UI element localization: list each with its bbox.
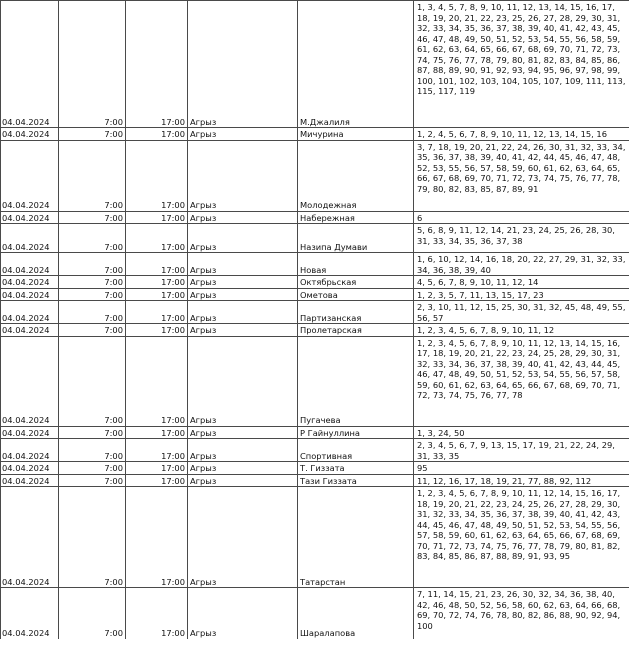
end-time-cell: 17:00 xyxy=(126,211,188,224)
city-cell: Агрыз xyxy=(188,253,298,276)
street-cell: Ометова xyxy=(298,288,414,301)
city-cell: Агрыз xyxy=(188,301,298,324)
end-time-cell: 17:00 xyxy=(126,336,188,426)
table-body xyxy=(1,1,629,639)
start-time-cell: 7:00 xyxy=(59,1,126,128)
house-numbers-cell: 1, 2, 3, 4, 5, 6, 7, 8, 9, 10, 11, 12 xyxy=(414,324,629,337)
house-numbers-cell: 7, 11, 14, 15, 21, 23, 26, 30, 32, 34, 36, 38, 40, 42, 46, 48, 50, 52, 56, 58, 60, 62, 63, 64, 66, 68, 69, 70, 72, 74, 76, 78, 80, 82, 86, 88, 90, 92, 94, 100 xyxy=(414,588,629,639)
table-row xyxy=(1,426,629,439)
city-cell: Агрыз xyxy=(188,588,298,639)
street-cell: Молодежная xyxy=(298,140,414,211)
street-cell: Партизанская xyxy=(298,301,414,324)
date-cell: 04.04.2024 xyxy=(1,439,59,462)
street-cell: Р Гайнуллина xyxy=(298,426,414,439)
city-cell: Агрыз xyxy=(188,128,298,141)
table-row xyxy=(1,140,629,211)
street-cell: Пугачева xyxy=(298,336,414,426)
city-cell: Агрыз xyxy=(188,1,298,128)
end-time-cell: 17:00 xyxy=(126,426,188,439)
table-row xyxy=(1,474,629,487)
table-row xyxy=(1,1,629,128)
end-time-cell: 17:00 xyxy=(126,439,188,462)
start-time-cell: 7:00 xyxy=(59,487,126,588)
street-cell: Т. Гиззата xyxy=(298,462,414,475)
city-cell: Агрыз xyxy=(188,140,298,211)
city-cell: Агрыз xyxy=(188,324,298,337)
house-numbers-cell: 2, 3, 10, 11, 12, 15, 25, 30, 31, 32, 45, 48, 49, 55, 56, 57 xyxy=(414,301,629,324)
end-time-cell: 17:00 xyxy=(126,487,188,588)
start-time-cell: 7:00 xyxy=(59,288,126,301)
date-cell: 04.04.2024 xyxy=(1,474,59,487)
street-cell: Октябрьская xyxy=(298,276,414,289)
date-cell: 04.04.2024 xyxy=(1,276,59,289)
end-time-cell: 17:00 xyxy=(126,324,188,337)
city-cell: Агрыз xyxy=(188,288,298,301)
start-time-cell: 7:00 xyxy=(59,474,126,487)
date-cell: 04.04.2024 xyxy=(1,426,59,439)
street-cell: Назипа Думави xyxy=(298,224,414,253)
table-row xyxy=(1,324,629,337)
start-time-cell: 7:00 xyxy=(59,128,126,141)
table-row xyxy=(1,588,629,639)
table-row xyxy=(1,288,629,301)
house-numbers-cell: 2, 3, 4, 5, 6, 7, 9, 13, 15, 17, 19, 21, 22, 24, 29, 31, 33, 35 xyxy=(414,439,629,462)
date-cell: 04.04.2024 xyxy=(1,288,59,301)
table-row xyxy=(1,224,629,253)
house-numbers-cell: 1, 2, 4, 5, 6, 7, 8, 9, 10, 11, 12, 13, 14, 15, 16 xyxy=(414,128,629,141)
date-cell: 04.04.2024 xyxy=(1,324,59,337)
city-cell: Агрыз xyxy=(188,474,298,487)
date-cell: 04.04.2024 xyxy=(1,301,59,324)
start-time-cell: 7:00 xyxy=(59,439,126,462)
house-numbers-cell: 1, 3, 4, 5, 7, 8, 9, 10, 11, 12, 13, 14, 15, 16, 17, 18, 19, 20, 21, 22, 23, 25, 26, 27, 28, 29, 30, 31, 32, 33, 34, 35, 36, 37, 38, 39, 40, 41, 42, 43, 45, 46, 47, 48, 49, 50, 51, 52, 53, 54, 55, 56, 58, 59, 61, 62, 63, 64, 65, 66, 67, 68, 69, 70, 71, 72, 73, 74, 75, 76, 77, 78, 79, 80, 81, 82, 83, 84, 85, 86, 87, 88, 89, 90, 91, 92, 93, 94, 95, 96, 97, 98, 99, 100, 101, 102, 103, 104, 105, 107, 109, 111, 113, 115, 117, 119 xyxy=(414,1,629,128)
end-time-cell: 17:00 xyxy=(126,462,188,475)
end-time-cell: 17:00 xyxy=(126,474,188,487)
date-cell: 04.04.2024 xyxy=(1,336,59,426)
date-cell: 04.04.2024 xyxy=(1,224,59,253)
house-numbers-cell: 3, 7, 18, 19, 20, 21, 22, 24, 26, 30, 31, 32, 33, 34, 35, 36, 37, 38, 39, 40, 41, 42, 44, 45, 46, 47, 48, 52, 53, 55, 56, 57, 58, 59, 60, 61, 62, 63, 64, 65, 66, 67, 68, 69, 70, 71, 72, 73, 74, 75, 76, 77, 78, 79, 80, 82, 83, 85, 87, 89, 91 xyxy=(414,140,629,211)
end-time-cell: 17:00 xyxy=(126,276,188,289)
street-cell: Татарстан xyxy=(298,487,414,588)
date-cell: 04.04.2024 xyxy=(1,588,59,639)
start-time-cell: 7:00 xyxy=(59,140,126,211)
house-numbers-cell: 5, 6, 8, 9, 11, 12, 14, 21, 23, 24, 25, 26, 28, 30, 31, 33, 34, 35, 36, 37, 38 xyxy=(414,224,629,253)
house-numbers-cell: 95 xyxy=(414,462,629,475)
start-time-cell: 7:00 xyxy=(59,301,126,324)
date-cell: 04.04.2024 xyxy=(1,253,59,276)
city-cell: Агрыз xyxy=(188,462,298,475)
city-cell: Агрыз xyxy=(188,336,298,426)
city-cell: Агрыз xyxy=(188,426,298,439)
end-time-cell: 17:00 xyxy=(126,1,188,128)
end-time-cell: 17:00 xyxy=(126,224,188,253)
date-cell: 04.04.2024 xyxy=(1,462,59,475)
start-time-cell: 7:00 xyxy=(59,462,126,475)
street-cell: Пролетарская xyxy=(298,324,414,337)
house-numbers-cell: 4, 5, 6, 7, 8, 9, 10, 11, 12, 14 xyxy=(414,276,629,289)
date-cell: 04.04.2024 xyxy=(1,140,59,211)
table-row xyxy=(1,211,629,224)
start-time-cell: 7:00 xyxy=(59,276,126,289)
date-cell: 04.04.2024 xyxy=(1,128,59,141)
table-row xyxy=(1,276,629,289)
street-cell: Мичурина xyxy=(298,128,414,141)
street-cell: Тази Гиззата xyxy=(298,474,414,487)
city-cell: Агрыз xyxy=(188,211,298,224)
house-numbers-cell: 1, 6, 10, 12, 14, 16, 18, 20, 22, 27, 29, 31, 32, 33, 34, 36, 38, 39, 40 xyxy=(414,253,629,276)
end-time-cell: 17:00 xyxy=(126,301,188,324)
date-cell: 04.04.2024 xyxy=(1,211,59,224)
start-time-cell: 7:00 xyxy=(59,588,126,639)
house-numbers-cell: 6 xyxy=(414,211,629,224)
start-time-cell: 7:00 xyxy=(59,253,126,276)
street-cell: Спортивная xyxy=(298,439,414,462)
house-numbers-cell: 1, 2, 3, 4, 5, 6, 7, 8, 9, 10, 11, 12, 13, 14, 15, 16, 17, 18, 19, 20, 21, 22, 23, 24, 25, 28, 29, 30, 31, 32, 33, 34, 36, 37, 38, 39, 40, 41, 42, 43, 44, 45, 46, 47, 48, 49, 50, 51, 52, 53, 54, 55, 56, 57, 58, 59, 60, 61, 62, 63, 64, 65, 66, 67, 68, 69, 70, 71, 72, 73, 74, 75, 76, 77, 78 xyxy=(414,336,629,426)
start-time-cell: 7:00 xyxy=(59,211,126,224)
table-row xyxy=(1,462,629,475)
street-cell: М.Джалиля xyxy=(298,1,414,128)
start-time-cell: 7:00 xyxy=(59,224,126,253)
start-time-cell: 7:00 xyxy=(59,336,126,426)
house-numbers-cell: 11, 12, 16, 17, 18, 19, 21, 77, 88, 92, 112 xyxy=(414,474,629,487)
table-row xyxy=(1,128,629,141)
table-row xyxy=(1,336,629,426)
end-time-cell: 17:00 xyxy=(126,253,188,276)
city-cell: Агрыз xyxy=(188,276,298,289)
house-numbers-cell: 1, 2, 3, 5, 7, 11, 13, 15, 17, 23 xyxy=(414,288,629,301)
end-time-cell: 17:00 xyxy=(126,140,188,211)
table-row xyxy=(1,301,629,324)
date-cell: 04.04.2024 xyxy=(1,487,59,588)
end-time-cell: 17:00 xyxy=(126,288,188,301)
city-cell: Агрыз xyxy=(188,487,298,588)
street-cell: Шаралапова xyxy=(298,588,414,639)
street-cell: Новая xyxy=(298,253,414,276)
start-time-cell: 7:00 xyxy=(59,426,126,439)
house-numbers-cell: 1, 3, 24, 50 xyxy=(414,426,629,439)
table-row xyxy=(1,487,629,588)
street-cell: Набережная xyxy=(298,211,414,224)
table-row xyxy=(1,439,629,462)
end-time-cell: 17:00 xyxy=(126,128,188,141)
start-time-cell: 7:00 xyxy=(59,324,126,337)
table-row xyxy=(1,253,629,276)
house-numbers-cell: 1, 2, 3, 4, 5, 6, 7, 8, 9, 10, 11, 12, 14, 15, 16, 17, 18, 19, 20, 21, 22, 23, 24, 25, 26, 27, 28, 29, 30, 31, 32, 33, 34, 35, 36, 37, 38, 39, 40, 41, 42, 43, 44, 45, 46, 47, 48, 49, 50, 51, 52, 53, 54, 55, 56, 57, 58, 59, 60, 61, 62, 63, 64, 65, 66, 67, 68, 69, 70, 71, 72, 73, 74, 75, 76, 77, 78, 79, 80, 81, 82, 83, 84, 85, 86, 87, 88, 89, 91, 93, 95 xyxy=(414,487,629,588)
city-cell: Агрыз xyxy=(188,439,298,462)
date-cell: 04.04.2024 xyxy=(1,1,59,128)
end-time-cell: 17:00 xyxy=(126,588,188,639)
city-cell: Агрыз xyxy=(188,224,298,253)
